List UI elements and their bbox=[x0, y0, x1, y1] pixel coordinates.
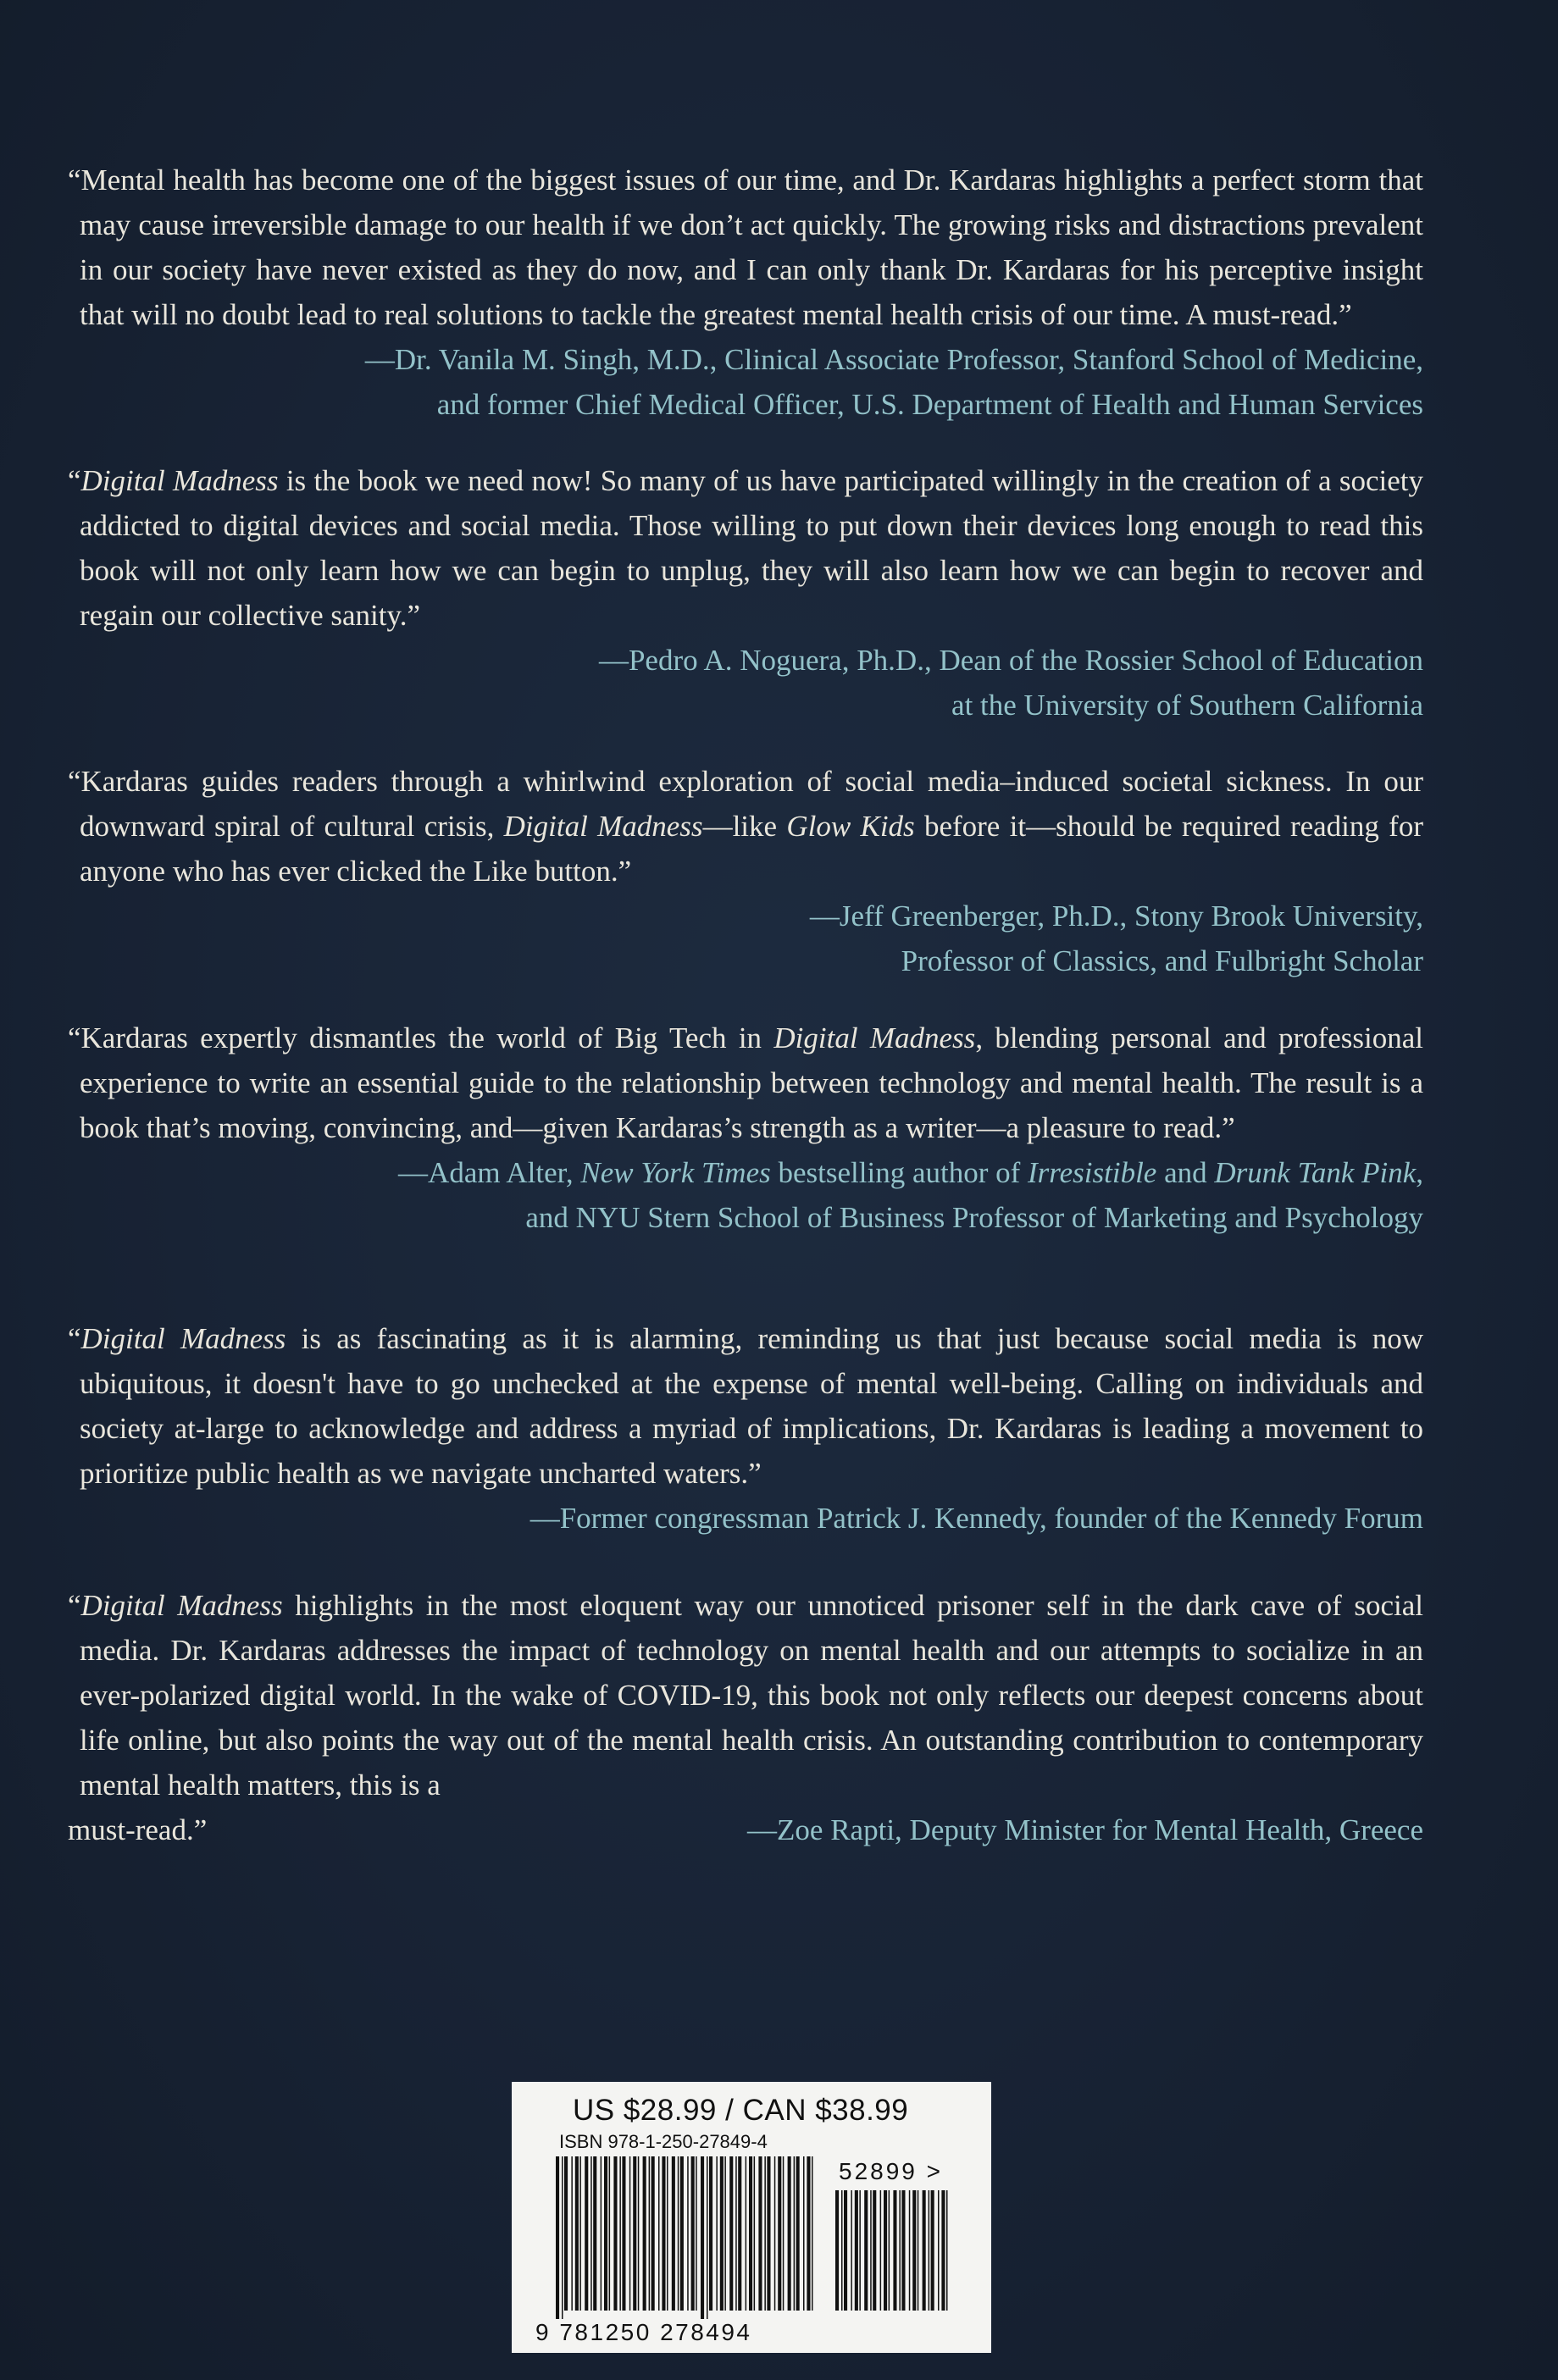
attribution-line: Professor of Classics, and Fulbright Scholar bbox=[901, 944, 1423, 977]
barcode-bar bbox=[613, 2156, 617, 2311]
barcode-bar bbox=[729, 2156, 733, 2311]
blurb-greenberger bbox=[68, 759, 1423, 1016]
quote-text: “Kardaras guides readers through a whirlwind exploration of social media–induced societal sickness. In our downward spiral of cultural crisis, bbox=[68, 765, 1423, 843]
attribution-line: —Jeff Greenberger, Ph.D., Stony Brook University, bbox=[809, 899, 1423, 933]
barcode-bar bbox=[788, 2156, 791, 2311]
quote-text: “Kardaras expertly dismantles the world of Big Tech in bbox=[68, 1021, 774, 1054]
quote-text: is the book we need now! So many of us have participated willingly in the creation of a society addicted to digital devices and social media. Those willing to put down their devices long enough to read this book will not only learn how we can begin to unplug, they will also learn how we can begin to recover and regain our collective sanity.” bbox=[80, 464, 1424, 632]
barcode-bar bbox=[633, 2156, 636, 2311]
barcode-bar bbox=[579, 2156, 581, 2311]
barcode-bar bbox=[851, 2190, 852, 2311]
barcode-bar bbox=[864, 2190, 868, 2311]
quote-text: —like bbox=[702, 810, 787, 843]
barcode-bar bbox=[929, 2190, 930, 2311]
blurb-alter bbox=[68, 1016, 1423, 1316]
barcode-bar bbox=[564, 2156, 568, 2311]
barcode-bar bbox=[667, 2156, 668, 2311]
book-title: Digital Madness bbox=[80, 464, 279, 497]
barcode-bar bbox=[873, 2190, 876, 2311]
barcode-bar bbox=[912, 2190, 916, 2311]
barcode-bar bbox=[899, 2190, 901, 2311]
barcode-bar bbox=[643, 2156, 646, 2311]
isbn-label: ISBN 978-1-250-27849-4 bbox=[559, 2131, 768, 2152]
blurb-attribution: —Zoe Rapti, Deputy Minister for Mental Health, Greece bbox=[747, 1813, 1423, 1846]
attribution-text: —Adam Alter, bbox=[398, 1156, 581, 1189]
barcode-bar bbox=[696, 2156, 697, 2311]
barcode-bar bbox=[938, 2190, 940, 2311]
blurb-quote bbox=[68, 1316, 1423, 1496]
barcode-bar bbox=[709, 2156, 712, 2311]
attribution-line: —Dr. Vanila M. Singh, M.D., Clinical Associate Professor, Stanford School of Medicine, bbox=[364, 343, 1423, 376]
price-barcode-sticker bbox=[512, 2082, 991, 2353]
blurb-quote bbox=[68, 1583, 1423, 1807]
attribution-line: —Pedro A. Noguera, Ph.D., Dean of the Rossier School of Education bbox=[598, 644, 1423, 677]
attribution-text: bestselling author of bbox=[770, 1156, 1029, 1189]
barcode-bar bbox=[880, 2190, 882, 2311]
barcode-bar bbox=[859, 2190, 861, 2311]
barcode-bar bbox=[893, 2190, 896, 2311]
blurb-kennedy bbox=[68, 1316, 1423, 1583]
barcode-bar bbox=[680, 2156, 684, 2311]
barcode-bar bbox=[716, 2156, 718, 2311]
blurb-rapti bbox=[68, 1583, 1423, 1852]
barcode-bar bbox=[767, 2156, 770, 2311]
publication-title: New York Times bbox=[580, 1156, 771, 1189]
attribution-text: , bbox=[1416, 1156, 1423, 1189]
barcode-bar bbox=[738, 2156, 741, 2311]
barcode-bar bbox=[870, 2190, 872, 2311]
barcode-bar bbox=[931, 2190, 934, 2311]
ean-barcode bbox=[556, 2156, 818, 2322]
barcode-bar bbox=[889, 2190, 890, 2311]
barcode-bar bbox=[556, 2156, 559, 2322]
blurb-quote bbox=[68, 458, 1423, 638]
barcode-bar bbox=[707, 2156, 708, 2322]
barcode-bar bbox=[691, 2156, 695, 2311]
barcode-bar bbox=[604, 2156, 607, 2311]
barcode-bar bbox=[658, 2156, 660, 2311]
barcode-bar bbox=[651, 2156, 655, 2311]
barcode-bar bbox=[901, 2190, 905, 2311]
barcode-bar bbox=[590, 2156, 592, 2311]
barcode-bar bbox=[678, 2156, 679, 2311]
blurb-noguera bbox=[68, 458, 1423, 759]
barcode-bar bbox=[923, 2190, 926, 2311]
barcode-bar bbox=[794, 2156, 796, 2311]
blurb-final-line bbox=[68, 1807, 1423, 1852]
barcode-bar bbox=[746, 2156, 747, 2311]
barcode-bar bbox=[764, 2156, 766, 2311]
quote-text: before it—should be required reading for anyone who has ever clicked the Like button.” bbox=[80, 810, 1423, 888]
barcode-bar bbox=[884, 2190, 887, 2311]
attribution-line: and NYU Stern School of Business Professor of Marketing and Psychology bbox=[525, 1201, 1423, 1234]
barcode-bar bbox=[941, 2190, 945, 2311]
barcode-bar bbox=[672, 2156, 675, 2311]
attribution-line: and former Chief Medical Officer, U.S. Department of Health and Human Services bbox=[436, 388, 1423, 421]
barcode-bar bbox=[724, 2156, 726, 2311]
barcode-bar bbox=[918, 2190, 919, 2311]
book-title: Drunk Tank Pink bbox=[1214, 1156, 1417, 1189]
barcode-bar bbox=[807, 2156, 810, 2311]
blurb-attribution bbox=[68, 1150, 1423, 1240]
quote-text: is as fascinating as it is alarming, reminding us that just because social media is now ubiquitous, it doesn't have to go unchecked at the expense of mental well-being. Calling on individuals and society at-large to acknowledge and address a myriad of implications, Dr. Kardaras is leading a movement to prioritize public health as we navigate uncharted waters.” bbox=[80, 1322, 1424, 1490]
barcode-bar bbox=[593, 2156, 596, 2311]
barcode-bar bbox=[701, 2156, 704, 2322]
barcode-bar bbox=[783, 2156, 785, 2311]
barcode-bar bbox=[638, 2156, 640, 2311]
barcode-bar bbox=[575, 2156, 579, 2311]
book-title: Digital Madness bbox=[503, 810, 703, 843]
barcode-bar bbox=[946, 2190, 948, 2311]
barcode-bar bbox=[609, 2156, 611, 2311]
barcode-bar bbox=[622, 2156, 625, 2311]
barcode-bar bbox=[619, 2156, 621, 2311]
barcode-bar bbox=[601, 2156, 602, 2311]
barcode-bar bbox=[749, 2156, 752, 2311]
barcode-bar bbox=[855, 2190, 858, 2311]
book-title: Irresistible bbox=[1028, 1156, 1157, 1189]
book-title: Digital Madness bbox=[80, 1589, 283, 1622]
barcode-bar bbox=[796, 2156, 800, 2311]
barcode-bar bbox=[812, 2156, 813, 2311]
attribution-text: and bbox=[1156, 1156, 1215, 1189]
book-title: Glow Kids bbox=[786, 810, 915, 843]
blurb-quote bbox=[68, 1016, 1423, 1150]
blurb-attribution bbox=[68, 894, 1423, 983]
barcode-bar bbox=[841, 2190, 843, 2311]
barcode-bar bbox=[662, 2156, 665, 2311]
blurb-attribution bbox=[68, 638, 1423, 728]
barcode-bar bbox=[649, 2156, 651, 2311]
barcode-bar bbox=[754, 2156, 756, 2311]
quote-text: highlights in the most eloquent way our unnoticed prisoner self in the dark cave of social media. Dr. Kardaras addresses the impact of technology on mental health and our attempts to socialize in an ever-polarized digital world. In the wake of COVID-19, this book not only reflects our deepest concerns about life online, but also points the way out of the mental health crisis. An outstanding contribution to contemporary mental health matters, this is a bbox=[80, 1589, 1423, 1802]
barcode-bar bbox=[571, 2156, 573, 2311]
blurb-quote bbox=[68, 759, 1423, 894]
barcode-bar bbox=[835, 2190, 839, 2311]
price-label: US $28.99 / CAN $38.99 bbox=[573, 2094, 909, 2127]
addon-number: 52899 > bbox=[839, 2158, 943, 2184]
barcode-bar bbox=[629, 2156, 631, 2311]
barcode-bar bbox=[735, 2156, 737, 2311]
addon-barcode bbox=[835, 2190, 954, 2322]
blurb-list bbox=[68, 158, 1423, 1852]
attribution-line: at the University of Southern California bbox=[951, 689, 1423, 722]
blurb-attribution bbox=[68, 1496, 1423, 1541]
ean-number: 9 781250 278494 bbox=[535, 2319, 752, 2345]
quote-open: “ bbox=[68, 1589, 81, 1622]
blurb-quote: “Mental health has become one of the biggest issues of our time, and Dr. Kardaras highlights a perfect storm that may cause irreversible damage to our health if we don’t act quickly. The growing risks and distractions prevalent in our society have never existed as they do now, and I can only thank Dr. Kardaras for his perceptive insight that will no doubt lead to real solutions to tackle the greatest mental health crisis of our time. A must-read.” bbox=[68, 163, 1423, 331]
blurb-attribution bbox=[68, 337, 1423, 427]
barcode-bar bbox=[562, 2156, 563, 2322]
barcode-bar bbox=[909, 2190, 911, 2311]
barcode-bar bbox=[774, 2156, 776, 2311]
quote-open: “ bbox=[68, 464, 81, 497]
blurb-singh bbox=[68, 158, 1423, 458]
barcode-bar bbox=[778, 2156, 781, 2311]
barcode-bar bbox=[803, 2156, 805, 2311]
book-title: Digital Madness bbox=[773, 1021, 976, 1054]
barcode-bar bbox=[758, 2156, 762, 2311]
barcode-bar bbox=[687, 2156, 689, 2311]
barcode-bar bbox=[720, 2156, 724, 2311]
quote-open: “ bbox=[68, 1322, 81, 1355]
quote-tail: must-read.” bbox=[68, 1813, 208, 1846]
barcode-bar bbox=[585, 2156, 588, 2311]
book-title: Digital Madness bbox=[80, 1322, 286, 1355]
quote-text: , blending personal and professional experience to write an essential guide to the relationship between technology and mental health. The result is a book that’s moving, convincing, and—given Kardaras’s strength as a writer—a pleasure to read.” bbox=[80, 1021, 1424, 1144]
barcode-bar bbox=[844, 2190, 847, 2311]
attribution-line: —Former congressman Patrick J. Kennedy, founder of the Kennedy Forum bbox=[529, 1502, 1423, 1535]
